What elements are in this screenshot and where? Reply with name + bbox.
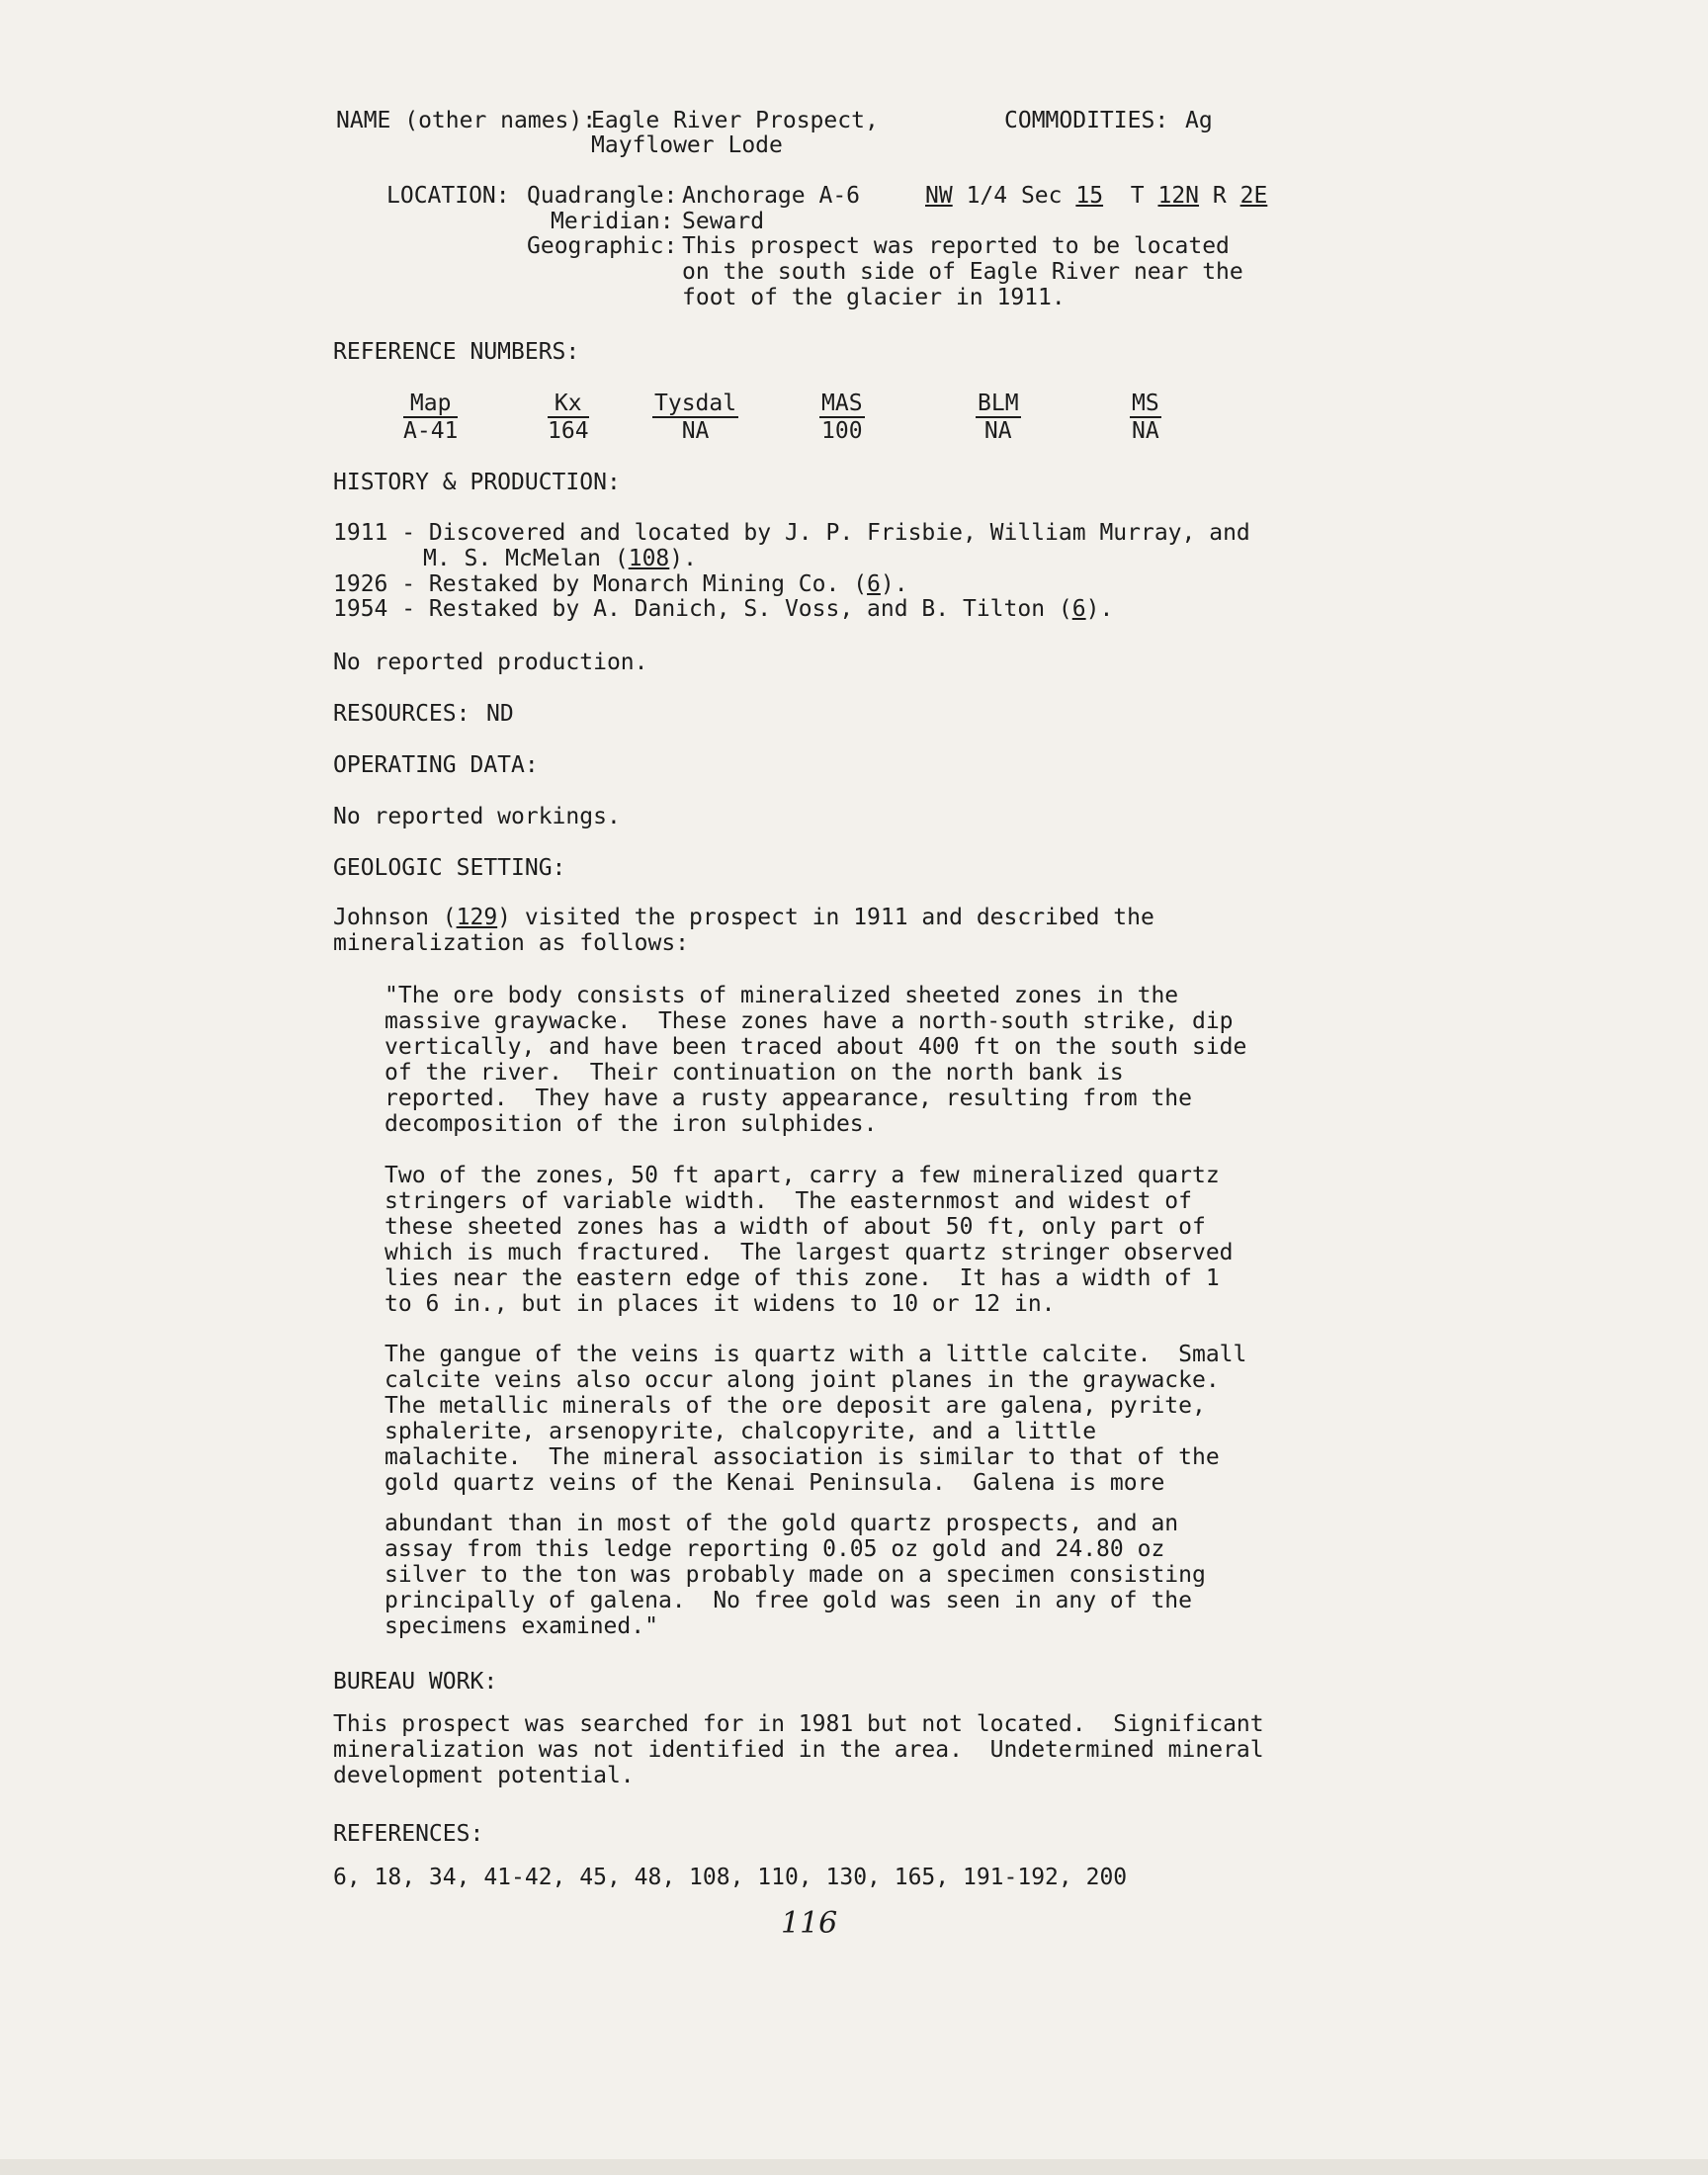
location-label: LOCATION: <box>386 183 510 209</box>
history-entry-1911: 1911 - Discovered and located by J. P. Frisbie, William Murray, and <box>333 520 1250 546</box>
production-text: No reported production. <box>333 650 648 675</box>
legal-description <box>925 183 1267 209</box>
quote-paragraph-3: The gangue of the veins is quartz with a little calcite. Small calcite veins also occur along joint planes in the graywacke. The metallic minerals of the ore deposit are galena, pyrite, sphalerite, arsenopyrite, chalcopyrite, and a little malachite. The mineral association is similar to that of the gold quartz veins of the Kenai Peninsula. Galena is more <box>384 1342 1247 1496</box>
history-ref-108: 108 <box>628 546 670 571</box>
range-value: 2E <box>1239 183 1268 209</box>
history-entry-1911-cont: M. S. McMelan (108). <box>423 546 697 571</box>
quarter-value: NW <box>925 183 953 209</box>
ref-blm-value: NA <box>983 418 1012 444</box>
ref-kx-value: 164 <box>548 418 589 444</box>
history-ref-6b: 6 <box>1071 596 1086 622</box>
range-label: R <box>1212 183 1227 209</box>
name-label: NAME (other names): <box>336 108 597 133</box>
ref-mas-value: 100 <box>821 418 863 444</box>
quote-paragraph-1: "The ore body consists of mineralized sheeted zones in the massive graywacke. These zones have a north-south strike, dip vertically, and have been traced about 400 ft on the south side of the river. Their continuation on the north bank is reported. They have a rusty appearance, resulting from the decomposition of the iron sulphides. <box>384 983 1247 1137</box>
resources-label: RESOURCES: <box>333 701 470 727</box>
operating-heading: OPERATING DATA: <box>333 752 539 778</box>
ref-blm <box>976 391 1021 444</box>
ref-kx-label: Kx <box>548 391 589 418</box>
geologic-intro-line2: mineralization as follows: <box>333 930 690 956</box>
ref-ms-label: MS <box>1132 391 1159 416</box>
bureau-heading: BUREAU WORK: <box>333 1669 498 1695</box>
geologic-heading: GEOLOGIC SETTING: <box>333 855 566 881</box>
history-entry-1954: 1954 - Restaked by A. Danich, S. Voss, and B. Tilton (6). <box>333 596 1114 622</box>
ref-kx <box>548 391 589 444</box>
quadrangle-value: Anchorage A-6 <box>682 183 861 209</box>
township-label: T <box>1130 183 1145 209</box>
resources-value: ND <box>486 701 514 727</box>
quote-paragraph-2: Two of the zones, 50 ft apart, carry a few mineralized quartz stringers of variable width. The easternmost and widest of these sheeted zones has a width of about 50 ft, only part of which is much fractured. The largest quartz stringer observed lies near the eastern edge of this zone. It has a width of 1 to 6 in., but in places it widens to 10 or 12 in. <box>384 1163 1234 1317</box>
references-text: 6, 18, 34, 41-42, 45, 48, 108, 110, 130, 165, 191-192, 200 <box>333 1865 1128 1890</box>
history-ref-6a: 6 <box>867 571 881 597</box>
page-number: 116 <box>781 1906 838 1941</box>
township-value: 12N <box>1157 183 1200 209</box>
ref-mas-label: MAS <box>821 391 863 416</box>
references-heading: REFERENCES: <box>333 1821 484 1847</box>
ref-tysdal-label: Tysdal <box>654 391 737 416</box>
commodities-value: Ag <box>1185 108 1213 133</box>
geographic-line3: foot of the glacier in 1911. <box>682 285 1066 310</box>
ref-tysdal <box>652 391 738 444</box>
commodities-label: COMMODITIES: <box>1004 108 1169 133</box>
geologic-intro: Johnson (129) visited the prospect in 1911 and described the <box>333 905 1154 930</box>
geographic-line1: This prospect was reported to be located <box>682 233 1230 259</box>
quarter-suffix: 1/4 Sec <box>966 183 1063 209</box>
bureau-text: This prospect was searched for in 1981 but not located. Significant mineralization was not identified in the area. Undetermined mineral development potential. <box>333 1711 1264 1788</box>
ref-map-label: Map <box>403 391 458 418</box>
ref-mas <box>819 391 865 444</box>
geographic-label: Geographic: <box>527 233 678 259</box>
history-entry-1926: 1926 - Restaked by Monarch Mining Co. (6). <box>333 571 908 597</box>
geographic-line2: on the south side of Eagle River near the <box>682 259 1243 285</box>
ref-ms-value: NA <box>1132 418 1159 444</box>
operating-text: No reported workings. <box>333 804 621 829</box>
ref-ms <box>1130 391 1161 444</box>
scan-bottom-edge <box>0 2159 1708 2175</box>
geologic-ref-129: 129 <box>456 905 498 930</box>
name-value-line1: Eagle River Prospect, <box>591 108 879 133</box>
meridian-label: Meridian: <box>551 209 674 234</box>
section-value: 15 <box>1075 183 1104 209</box>
ref-map-value: A-41 <box>403 418 459 444</box>
quote-paragraph-4: abundant than in most of the gold quartz prospects, and an assay from this ledge reporting 0.05 oz gold and 24.80 oz silver to the ton was probably made on a specimen consisting principally of galena. No free gold was seen in any of the specimens examined." <box>384 1511 1206 1639</box>
meridian-value: Seward <box>682 209 765 234</box>
ref-blm-label: BLM <box>978 391 1019 416</box>
ref-tysdal-value: NA <box>681 418 710 444</box>
reference-numbers-heading: REFERENCE NUMBERS: <box>333 339 580 365</box>
quadrangle-label: Quadrangle: <box>527 183 678 209</box>
history-heading: HISTORY & PRODUCTION: <box>333 470 621 495</box>
name-value-line2: Mayflower Lode <box>591 132 783 158</box>
ref-map <box>403 391 458 444</box>
